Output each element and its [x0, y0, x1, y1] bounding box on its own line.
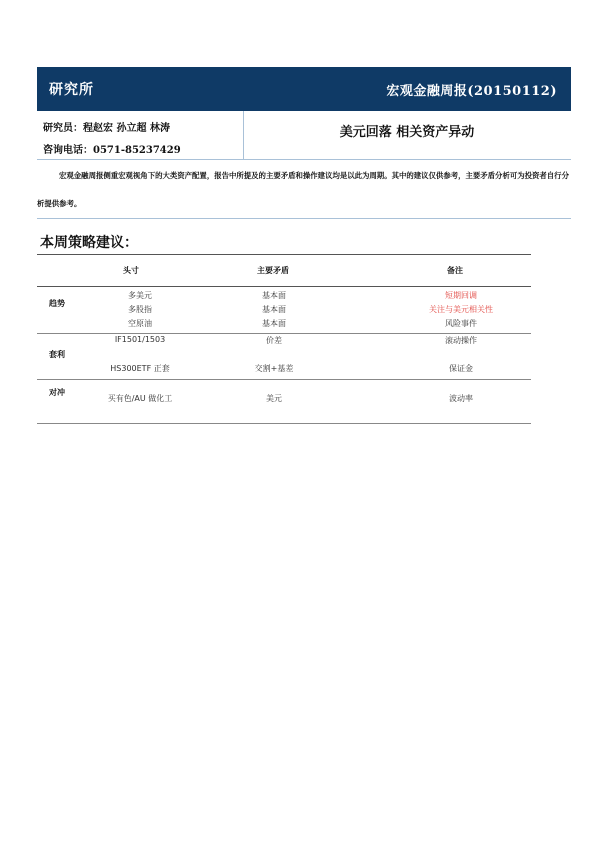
summary-paragraph: 宏观金融周报侧重宏观视角下的大类资产配置，报告中所提及的主要矛盾和操作建议均是以此为周期。其中的建议仅供参考，主要矛盾分析可为投资者自行分析提供参考。	[37, 162, 571, 219]
report-title: 宏观金融周报(20150112)	[386, 83, 557, 99]
table-header-row	[37, 255, 531, 287]
category-label: 对冲	[49, 387, 65, 397]
category-label: 套利	[49, 349, 65, 359]
cell-note: 关注与美元相关性	[429, 305, 493, 314]
header-position: 头寸	[123, 265, 139, 275]
cell-position: 多美元	[128, 291, 152, 300]
header-contradiction: 主要矛盾	[257, 265, 289, 275]
report-subtitle: 美元回落 相关资产异动	[339, 125, 475, 140]
category-label: 趋势	[49, 298, 65, 308]
group-divider	[37, 379, 531, 380]
cell-note: 短期回调	[445, 291, 477, 300]
researchers-label: 研究员：程赵宏 孙立超 林涛	[43, 123, 170, 134]
cell-note: 波动率	[449, 394, 473, 403]
table-body	[37, 287, 531, 423]
cell-contradiction: 美元	[266, 394, 282, 403]
cell-contradiction: 交割+基差	[254, 364, 294, 373]
cell-position: IF1501/1503	[114, 335, 166, 344]
report-header-bar	[37, 67, 571, 111]
cell-contradiction: 基本面	[262, 305, 286, 314]
cell-note: 风险事件	[445, 319, 477, 328]
cell-position: 买有色/AU 做化工	[107, 394, 173, 403]
section-title: 本周策略建议：	[40, 235, 138, 251]
group-divider	[37, 333, 531, 334]
cell-contradiction: 价差	[266, 336, 282, 345]
phone-label: 咨询电话：0571-85237429	[43, 145, 181, 156]
group-divider	[37, 423, 531, 424]
cell-position: 空原油	[128, 319, 152, 328]
cell-contradiction: 基本面	[262, 319, 286, 328]
institute-name: 研究所	[49, 82, 94, 98]
header-note: 备注	[447, 265, 463, 275]
cell-note: 保证金	[449, 364, 473, 373]
cell-note: 滚动操作	[445, 336, 477, 345]
info-block	[37, 111, 571, 160]
strategy-table	[37, 254, 531, 423]
cell-contradiction: 基本面	[262, 291, 286, 300]
cell-position: 多股指	[128, 305, 152, 314]
cell-position: HS300ETF 正套	[110, 364, 170, 373]
